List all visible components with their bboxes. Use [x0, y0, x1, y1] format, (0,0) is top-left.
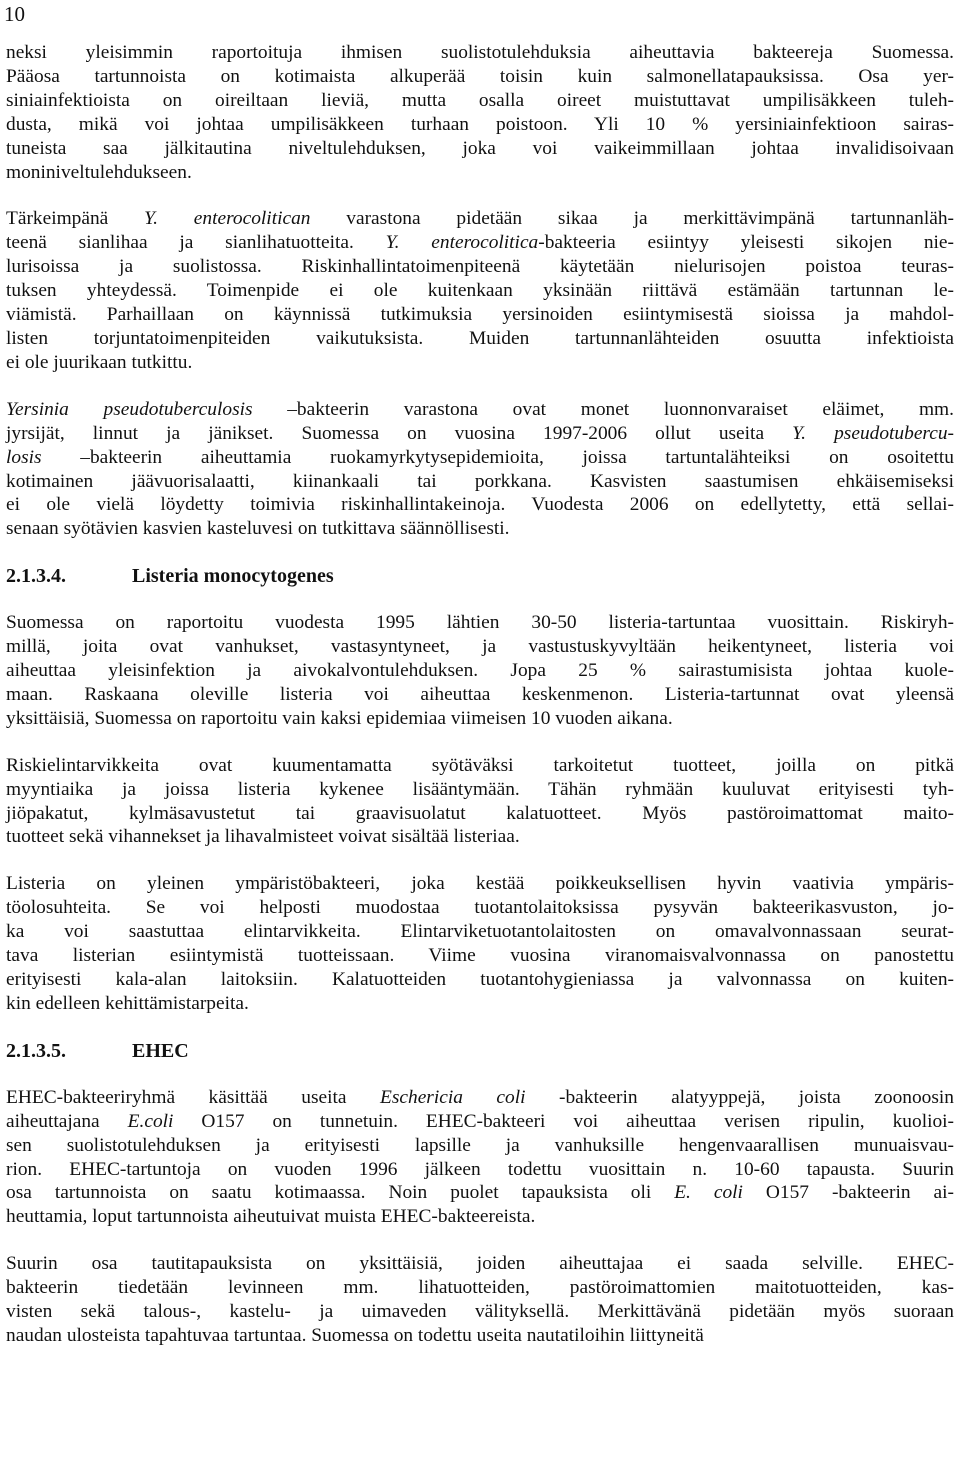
section-heading-listeria	[6, 564, 954, 588]
text-line: jyrsijät, linnut ja jänikset. Suomessa on vuosina 1997-2006 ollut useita Y. pseudotubercu-	[6, 422, 955, 444]
text-line: aiheuttaa yleisinfektion ja aivokalvontulehduksen. Jopa 25 % sairastumisista johtaa kuole-	[6, 660, 954, 682]
text-line: Suurin osa tautitapauksista on yksittäisiä, joiden aiheuttajaa ei saada selville. EHEC-	[6, 1253, 954, 1275]
document-body	[6, 41, 954, 1371]
text-line: losis –bakteerin aiheuttamia ruokamyrkytysepidemioita, joissa tartuntalähteiksi on osoitettu	[6, 446, 954, 468]
text-line: erityisesti kala-alan laitoksiin. Kalatuotteiden tuotantohygieniassa ja valvonnassa on kuiten-	[6, 969, 954, 990]
text-line: Tärkeimpänä Y. enterocolitican varastona pidetään sikaa ja merkittävimpänä tartunnanläh-	[6, 208, 954, 230]
text-line: yksittäisiä, Suomessa on raportoitu vain kaksi epidemiaa viimeisen 10 vuoden aikana.	[6, 707, 673, 729]
paragraph	[6, 872, 954, 1015]
text-line: moniniveltulehdukseen.	[6, 161, 192, 183]
text-line: tuksen yhteydessä. Toimenpide ei ole kuitenkaan yksinään riittävä estämään tartunnan le-	[6, 280, 954, 302]
text-line: heuttamia, loput tartunnoista aiheutuivat muista EHEC-bakteereista.	[6, 1206, 536, 1228]
text-line: millä, joita ovat vanhukset, vastasyntyneet, ja vastustuskyvyltään heikentyneet, listeria voi	[6, 636, 954, 658]
text-line: osa tartunnoista on saatu kotimaassa. Noin puolet tapauksista oli E. coli O157 -bakteerin ai-	[6, 1182, 954, 1204]
text-line: bakteerin tiedetään levinneen mm. lihatuotteiden, pastöroimattomien maitotuotteiden, kas-	[6, 1277, 954, 1299]
paragraph	[6, 611, 954, 731]
text-line: Suomessa on raportoitu vuodesta 1995 lähtien 30-50 listeria-tartuntaa vuosittain. Riskiryh-	[6, 612, 954, 634]
listeria-paragraphs	[6, 611, 954, 1016]
section-number: 2.1.3.4.	[6, 565, 66, 588]
text-line: kotimainen jäävuorisalaatti, kiinankaali tai porkkana. Kasvisten saastumisen ehkäisemiseksi	[6, 470, 954, 492]
text-line: aiheuttajana E.coli O157 on tunnetuin. EHEC-bakteeri voi aiheuttaa verisen ripulin, kuolioi-	[6, 1110, 955, 1132]
text-line: maan. Raskaana oleville listeria voi aiheuttaa keskenmenon. Listeria-tartunnat ovat yleensä	[6, 683, 954, 705]
ehec-paragraphs	[6, 1086, 954, 1348]
page-number: 10	[4, 2, 25, 26]
text-line: ei ole juurikaan tutkittu.	[6, 351, 193, 373]
text-line: lurisoissa ja suolistossa. Riskinhallintatoimenpiteenä käytetään nielurisojen poistoa teuras-	[6, 256, 954, 278]
text-line: EHEC-bakteeriryhmä käsittää useita Eschericia coli -bakteerin alatyyppejä, joista zoonoosin	[6, 1086, 954, 1108]
text-line: ka voi saastuttaa elintarvikkeita. Elintarviketuotantolaitosten on omavalvonnassaan seurat-	[6, 921, 954, 943]
section-heading-ehec	[6, 1039, 954, 1063]
text-line: rion. EHEC-tartuntoja on vuoden 1996 jälkeen todettu vuosittain n. 10-60 tapausta. Suurin	[6, 1158, 954, 1180]
paragraph	[6, 1086, 954, 1229]
text-line: teenä sianlihaa ja sianlihatuotteita. Y. enterocolitica-bakteeria esiintyy yleisesti sikojen nie-	[6, 232, 954, 254]
text-line: dusta, mikä voi johtaa umpilisäkkeen turhaan poistoon. Yli 10 % yersiniainfektioon sairas-	[6, 113, 954, 135]
section-title: Listeria monocytogenes	[132, 565, 334, 588]
text-line: Yersinia pseudotuberculosis –bakteerin varastona ovat monet luonnonvaraiset eläimet, mm.	[6, 398, 954, 420]
text-line: myyntiaika ja joissa listeria kykenee lisääntymään. Tähän ryhmään kuuluvat erityisesti tyh-	[6, 778, 954, 800]
paragraph	[6, 1252, 954, 1348]
text-line: listen torjuntatoimenpiteiden vaikutuksista. Muiden tartunnanlähteiden osuutta infektioista	[6, 327, 954, 349]
text-line: jiöpakatut, kylmäsavustetut tai graavisuolatut kalatuotteet. Myös pastöroimattomat maito-	[6, 802, 954, 824]
paragraph	[6, 754, 954, 850]
section-number: 2.1.3.5.	[6, 1039, 66, 1062]
text-line: visten sekä talous-, kastelu- ja uimaveden välityksellä. Merkittävänä pidetään myös suoraan	[6, 1301, 954, 1323]
text-line: viämistä. Parhaillaan on käynnissä tutkimuksia yersinoiden esiintymisestä sioissa ja mahdol-	[6, 304, 954, 326]
text-line: siniainfektioista on oireiltaan lieviä, mutta osalla oireet muistuttavat umpilisäkkeen tuleh-	[6, 89, 954, 111]
intro-paragraphs	[6, 41, 954, 541]
text-line: tava listerian esiintymistä tuotteissaan. Viime vuosina viranomaisvalvonnassa on panostettu	[6, 945, 954, 967]
text-line: Listeria on yleinen ympäristöbakteeri, joka kestää poikkeuksellisen hyvin vaativia ympäris-	[6, 873, 954, 895]
text-line: sen suolistotulehduksen ja erityisesti lapsille ja vanhuksille hengenvaarallisen munuaisvau-	[6, 1134, 954, 1156]
section-title: EHEC	[132, 1039, 189, 1062]
text-line: naudan ulosteista tapahtuvaa tartuntaa. Suomessa on todettu useita nautatiloihin liittyneitä	[6, 1324, 704, 1346]
text-line: tuneista saa jälkitautina niveltulehduksen, joka voi vaikeimmillaan johtaa invalidisoivaan	[6, 137, 954, 159]
paragraph	[6, 207, 954, 374]
text-line: senaan syötävien kasvien kasteluvesi on tutkittava säännöllisesti.	[6, 518, 510, 540]
text-line: töolosuhteita. Se voi helposti muodostaa tuotantolaitoksissa pysyvän bakteerikasvuston, jo-	[6, 897, 954, 919]
text-line: tuotteet sekä vihannekset ja lihavalmisteet voivat sisältää listeriaa.	[6, 826, 520, 848]
paragraph	[6, 398, 954, 541]
text-line: Riskielintarvikkeita ovat kuumentamatta syötäväksi tarkoitetut tuotteet, joilla on pitkä	[6, 754, 954, 776]
text-line: neksi yleisimmin raportoituja ihmisen suolistotulehduksia aiheuttavia bakteereja Suomessa.	[6, 42, 954, 63]
text-line: ei ole vielä löydetty toimivia riskinhallintakeinoja. Vuodesta 2006 on edellytetty, että sellai-	[6, 494, 954, 516]
paragraph	[6, 41, 954, 184]
text-line: Pääosa tartunnoista on kotimaista alkuperää toisin kuin salmonellatapauksissa. Osa yer-	[6, 65, 954, 87]
text-line: kin edelleen kehittämistarpeita.	[6, 992, 249, 1014]
